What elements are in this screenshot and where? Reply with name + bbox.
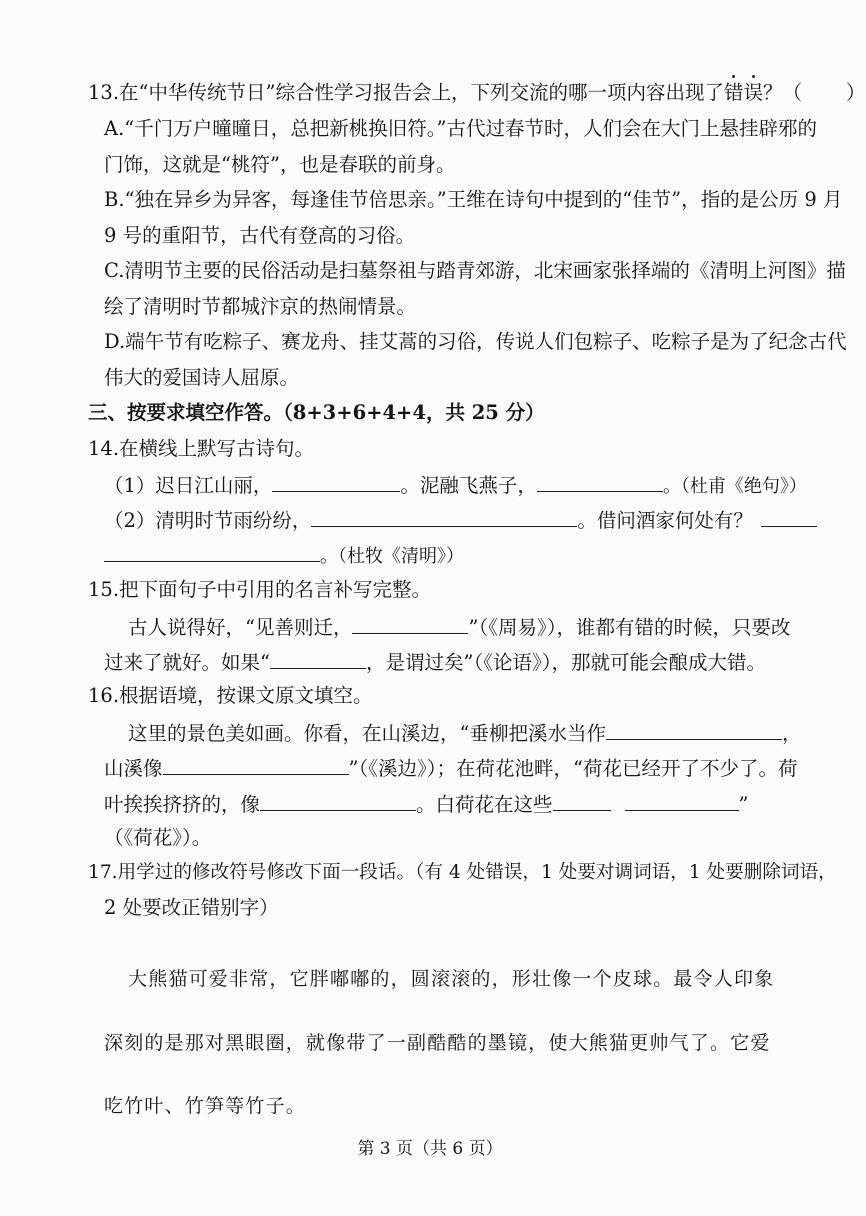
q16-comma: ，	[781, 722, 802, 745]
q16-line4: （《荷花》）。	[104, 826, 212, 849]
q16-stem: 16.根据语境，按课文原文填空。	[88, 684, 373, 707]
q16-line2	[104, 754, 797, 782]
emphasis-char: 误	[743, 81, 763, 104]
q14-stem: 14.在横线上默写古诗句。	[88, 437, 315, 460]
answer-blank[interactable]	[260, 790, 416, 811]
q16-text1: 这里的景色美如画。你看，在山溪边，“垂柳把溪水当作	[128, 722, 606, 745]
section-3-heading: 三、按要求填空作答。（8+3+6+4+4，共 25 分）	[88, 401, 545, 424]
q13-option-a-line2: 门饰，这就是“桃符”，也是春联的前身。	[104, 153, 456, 176]
answer-blank[interactable]	[537, 471, 663, 492]
q16-text2-cont: ”（《溪边》）；在荷花池畔，“荷花已经开了不少了。荷	[348, 757, 798, 780]
q15-stem: 15.把下面句子中引用的名言补写完整。	[88, 578, 432, 601]
answer-blank[interactable]	[553, 790, 611, 811]
q17-paragraph-line1: 大熊猫可爱非常，它胖嘟嘟的，圆滚滚的，形壮像一个皮球。最令人印象	[128, 968, 775, 990]
q14-2-mid: 。借问酒家何处有？	[577, 509, 753, 532]
q13-option-b-line2: 9 号的重阳节，古代有登高的习俗。	[104, 224, 416, 247]
q14-line1	[104, 471, 807, 500]
q15-line2	[104, 648, 766, 676]
q15-line1	[128, 613, 790, 641]
answer-blank[interactable]	[163, 754, 349, 775]
q14-2-text: （2）清明时节雨纷纷，	[104, 509, 312, 532]
answer-blank[interactable]	[311, 506, 577, 527]
q13-option-d-line1: D.端午节有吃粽子、赛龙舟、挂艾蒿的习俗，传说人们包粽子、吃粽子是为了纪念古代	[104, 330, 847, 353]
page-number: 第 3 页（共 6 页）	[357, 1139, 503, 1159]
answer-blank[interactable]	[270, 648, 366, 669]
answer-blank[interactable]	[761, 506, 817, 527]
q17-stem-line1: 17.用学过的修改符号修改下面一段话。（有 4 处错误，1 处要对调词语，1 处要删除词语，	[88, 862, 837, 883]
q16-line3	[104, 790, 749, 818]
q16-text3: 叶挨挨挤挤的，像	[104, 793, 261, 816]
q13-option-b-line1: B.“独在异乡为异客，每逢佳节倍思亲。”王维在诗句中提到的“佳节”，指的是公历 9 月	[104, 188, 843, 211]
q14-line3	[104, 541, 464, 570]
q15-text-cont: ”（《周易》），谁都有错的时候，只要改	[468, 616, 791, 639]
q15-text2: 过来了就好。如果“	[104, 651, 270, 674]
q17-stem-line2: 2 处要改正错别字）	[104, 896, 279, 919]
q13-option-d-line2: 伟大的爱国诗人屈原。	[104, 366, 300, 389]
q16-text3-mid: 。白荷花在这些	[416, 793, 553, 816]
q13-paren-open: ？（	[762, 81, 802, 104]
q16-close-quote: ”	[738, 793, 749, 816]
q17-paragraph-line2: 深刻的是那对黑眼圈，就像带了一副酷酷的墨镜，使大熊猫更帅气了。它爱	[104, 1032, 771, 1054]
q14-1-text: （1）迟日江山丽，	[104, 474, 273, 497]
answer-blank[interactable]	[625, 790, 739, 811]
q13-stem	[88, 80, 866, 106]
q14-line2	[104, 506, 817, 534]
q13-stem-text: 13.在“中华传统节日”综合性学习报告会上，下列交流的哪一项内容出现了	[88, 81, 724, 104]
answer-blank[interactable]	[352, 613, 468, 634]
emphasis-char: 错	[723, 81, 744, 104]
q13-option-c-line2: 绘了清明时节都城汴京的热闹情景。	[104, 295, 417, 318]
q13-paren-close: ）	[846, 81, 866, 104]
q13-option-a-line1: A.“千门万户曈曈日，总把新桃换旧符。”古代过春节时，人们会在大门上悬挂辟邪的	[104, 117, 817, 140]
q15-text2-cont: ，是谓过矣”（《论语》），那就可能会酿成大错。	[365, 651, 766, 674]
q16-text2: 山溪像	[104, 757, 163, 780]
q16-line1	[128, 719, 802, 747]
q17-paragraph-line3: 吃竹叶、竹笋等竹子。	[104, 1095, 307, 1117]
q14-1-mid: 。泥融飞燕子，	[400, 474, 537, 497]
q13-option-c-line1: C.清明节主要的民俗活动是扫墓祭祖与踏青郊游，北宋画家张择端的《清明上河图》描	[104, 259, 846, 282]
q14-1-source: 。（杜甫《绝句》）	[662, 476, 807, 497]
answer-blank[interactable]	[272, 471, 400, 492]
q15-text: 古人说得好，“见善则迁，	[128, 616, 353, 639]
answer-blank[interactable]	[606, 719, 782, 740]
q14-2-source: 。（杜牧《清明》）	[320, 546, 464, 567]
answer-blank[interactable]	[104, 541, 320, 562]
